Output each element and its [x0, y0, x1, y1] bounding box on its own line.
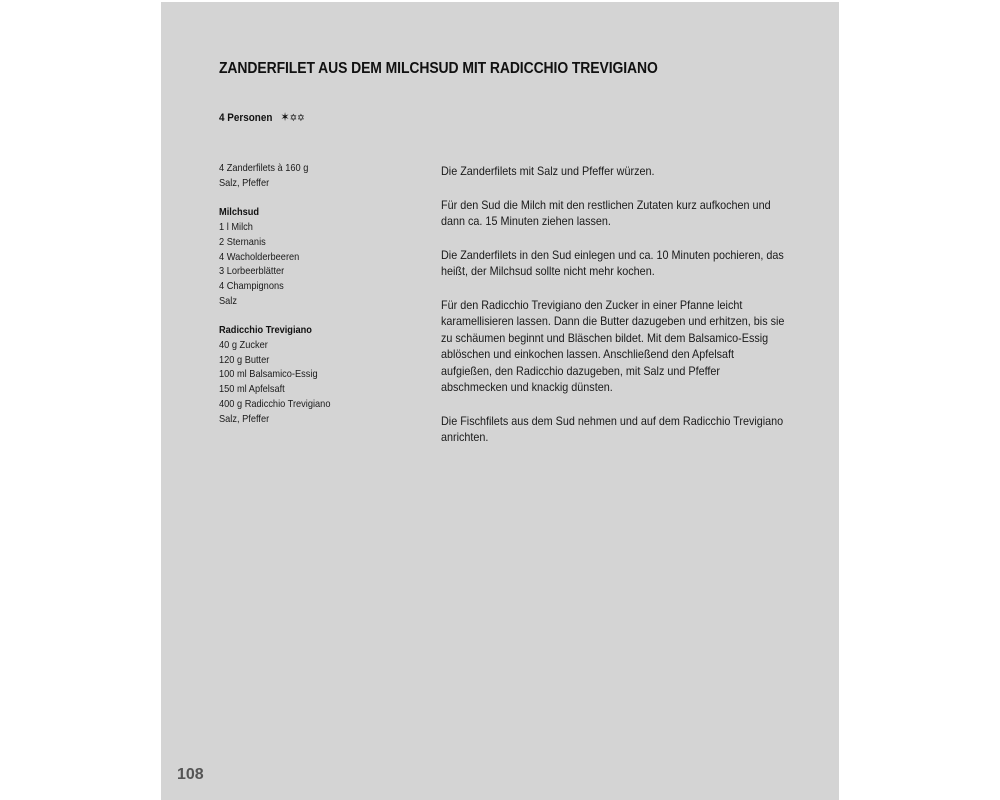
ingredients-milchsud	[219, 205, 395, 308]
star-empty-icon: ✡	[297, 113, 305, 124]
difficulty-rating	[281, 112, 305, 124]
ingredient-item: 120 g Butter	[219, 353, 270, 366]
portions-label: 4 Personen	[219, 112, 273, 124]
portions-line	[219, 110, 305, 124]
ingredient-group-heading: Milchsud	[219, 206, 260, 219]
page-number: 108	[177, 766, 204, 783]
step-paragraph: Die Zanderfilets mit Salz und Pfeffer würzen.	[441, 164, 655, 178]
ingredient-item: 40 g Zucker	[219, 339, 268, 352]
step-paragraph: Für den Sud die Milch mit den restlichen Zutaten kurz aufkochen und dann ca. 15 Minuten ziehen lassen.	[441, 197, 771, 228]
ingredients-base	[219, 161, 395, 190]
ingredient-item: Salz	[219, 294, 237, 307]
ingredients-radicchio	[219, 323, 395, 426]
step-paragraph: Für den Radicchio Trevigiano den Zucker in einer Pfanne leicht karamellisieren lassen. Dann die Butter dazugeben und erhitzen, bis sie zu schäumen beginnt und Bläschen bildet. Mit dem Balsamico-Essig ablöschen und einkochen lassen. Anschließend den Apfelsaft aufgießen, den Radicchio dazugeben, mit Salz und Pfeffer abschmecken und knackig dünsten.	[441, 297, 785, 394]
ingredients-list	[219, 161, 395, 441]
ingredient-item: 4 Wacholderbeeren	[219, 250, 300, 263]
book-page	[161, 2, 839, 800]
ingredient-item: 1 l Milch	[219, 221, 253, 234]
recipe-title: ZANDERFILET AUS DEM MILCHSUD MIT RADICCHIO TREVIGIANO	[219, 60, 658, 77]
preparation-steps	[441, 163, 788, 463]
ingredient-item: 100 ml Balsamico-Essig	[219, 368, 318, 381]
ingredient-item: 4 Champignons	[219, 279, 284, 292]
ingredient-item: 150 ml Apfelsaft	[219, 383, 285, 396]
ingredient-item: 2 Sternanis	[219, 235, 266, 248]
star-empty-icon: ✡	[289, 113, 298, 124]
ingredient-item: 4 Zanderfilets à 160 g	[219, 162, 309, 174]
ingredient-item: 3 Lorbeerblätter	[219, 265, 285, 278]
ingredient-group-heading: Radicchio Trevigiano	[219, 324, 312, 337]
star-filled-icon: ✶	[280, 110, 290, 124]
ingredient-item: Salz, Pfeffer	[219, 412, 270, 425]
step-paragraph: Die Zanderfilets in den Sud einlegen und ca. 10 Minuten pochieren, das heißt, der Milchsud sollte nicht mehr kochen.	[441, 247, 784, 278]
ingredient-item: 400 g Radicchio Trevigiano	[219, 397, 331, 410]
step-paragraph: Die Fischfilets aus dem Sud nehmen und auf dem Radicchio Trevigiano anrichten.	[441, 413, 784, 444]
ingredient-item: Salz, Pfeffer	[219, 176, 270, 189]
